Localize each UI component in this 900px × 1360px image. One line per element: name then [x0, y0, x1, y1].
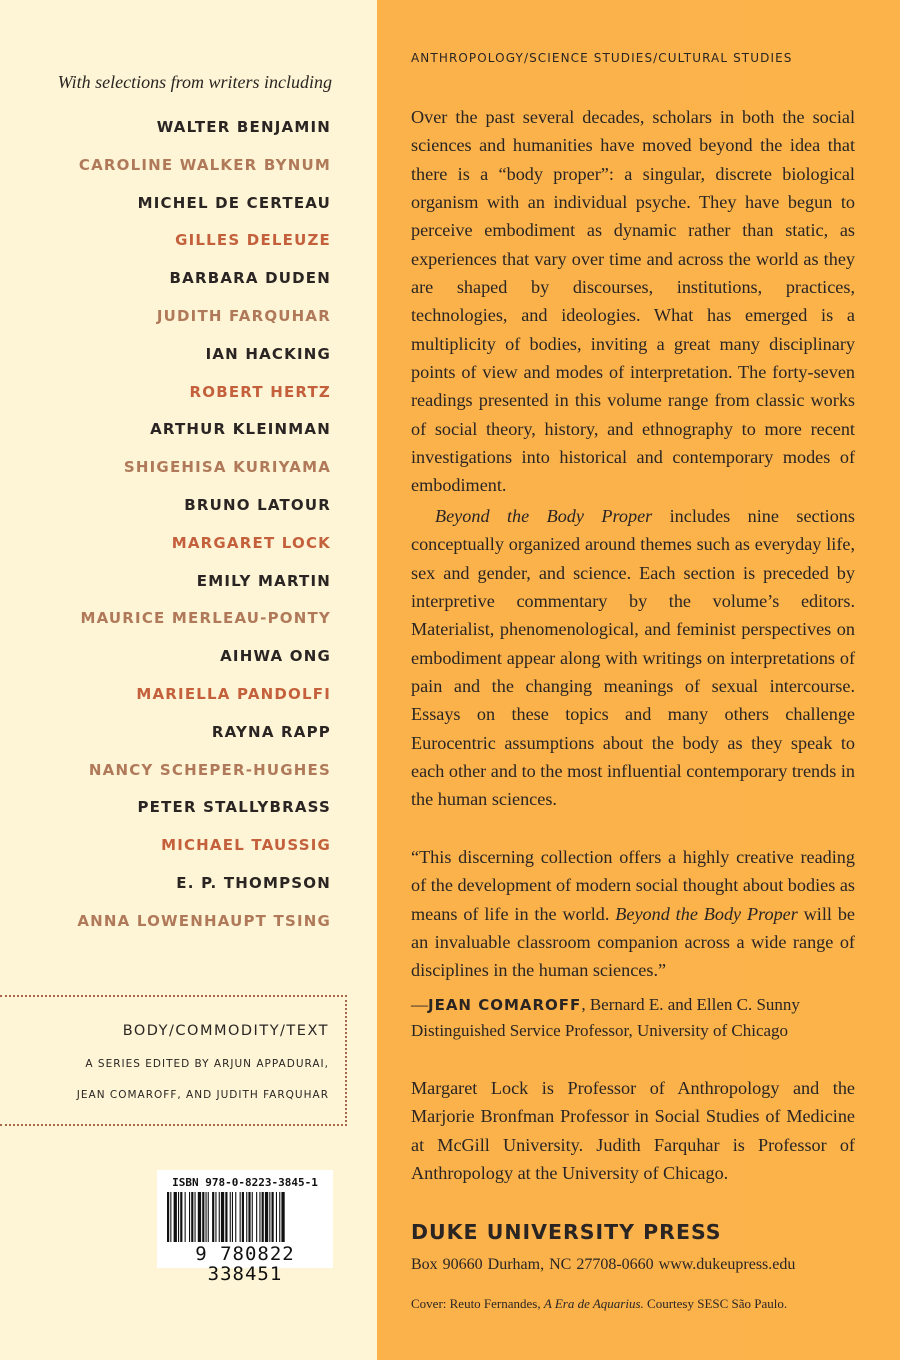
writer-name: ROBERT HERTZ — [189, 382, 331, 401]
barcode-bar — [215, 1192, 216, 1242]
isbn-label: ISBN 978-0-8223-3845-1 — [172, 1176, 318, 1189]
barcode-bar — [174, 1192, 177, 1242]
attribution-name: JEAN COMAROFF — [428, 996, 582, 1014]
barcode-bar — [248, 1192, 250, 1242]
barcode-bar — [170, 1192, 171, 1242]
barcode-bar — [221, 1192, 224, 1242]
barcode-bar — [189, 1192, 190, 1242]
cover-artwork-title: A Era de Aquarius. — [543, 1296, 644, 1311]
barcode-bar — [191, 1192, 193, 1242]
barcode-bar — [242, 1192, 244, 1242]
barcode-bar — [265, 1192, 268, 1242]
writer-name: MICHEL DE CERTEAU — [137, 193, 331, 212]
writer-name: IAN HACKING — [205, 344, 331, 363]
barcode-bar — [198, 1192, 201, 1242]
writer-name: GILLES DELEUZE — [175, 231, 331, 250]
barcode-bar — [202, 1192, 204, 1242]
barcode-bar — [235, 1192, 236, 1242]
writer-name: ANNA LOWENHAUPT TSING — [77, 911, 331, 930]
barcode-bar — [212, 1192, 214, 1242]
writer-name: MARGARET LOCK — [171, 533, 331, 552]
writer-name: MARIELLA PANDOLFI — [136, 684, 331, 703]
writer-name: BARBARA DUDEN — [169, 269, 331, 288]
barcode-digits: 9 780822 338451 — [195, 1243, 295, 1285]
description-paragraph-2 — [411, 502, 855, 814]
writer-name: RAYNA RAPP — [211, 722, 331, 741]
writer-name: BRUNO LATOUR — [184, 495, 331, 514]
writer-name: CAROLINE WALKER BYNUM — [78, 155, 331, 174]
barcode-bar — [279, 1192, 280, 1242]
series-box — [0, 995, 347, 1126]
attribution-dash: — — [411, 995, 428, 1014]
publisher-address: Box 90660 Durham, NC 27708-0660 www.dukeupress.edu — [411, 1256, 796, 1273]
barcode-bar — [219, 1192, 220, 1242]
quote-text-1: “This discerning collection offers a highly creative reading of the development of modern social thought about bodies as means of life in the world. — [411, 847, 855, 924]
series-editors-line-2: JEAN COMAROFF, AND JUDITH FARQUHAR — [76, 1089, 329, 1101]
attribution-title: , Bernard E. and Ellen C. Sunny — [581, 995, 800, 1014]
barcode-bar — [185, 1192, 186, 1242]
barcode-bars — [167, 1192, 323, 1242]
writer-name: WALTER BENJAMIN — [156, 118, 331, 136]
barcode-bar — [262, 1192, 264, 1242]
barcode-bar — [195, 1192, 196, 1242]
writer-name: PETER STALLYBRASS — [137, 798, 331, 817]
writer-name: AIHWA ONG — [220, 647, 331, 666]
series-title: BODY/COMMODITY/TEXT — [122, 1023, 329, 1039]
back-cover-left-panel — [0, 0, 377, 1360]
series-editors-line-1: A SERIES EDITED BY ARJUN APPADURAI, — [85, 1058, 329, 1070]
barcode-bar — [178, 1192, 179, 1242]
cover-credit — [411, 1296, 787, 1312]
barcode-bar — [167, 1192, 169, 1242]
barcode-bar — [180, 1192, 182, 1242]
barcode-bar — [232, 1192, 233, 1242]
quote-attribution — [411, 992, 855, 1044]
barcode-bar — [272, 1192, 274, 1242]
writers-intro: With selections from writers including — [57, 72, 332, 92]
quote-text-2: will be an invaluable classroom companion across a wide range of disciplines in the human sciences.” — [411, 903, 855, 981]
writers-list — [0, 114, 331, 946]
writer-name: MICHAEL TAUSSIG — [161, 836, 331, 855]
isbn-barcode — [157, 1170, 333, 1285]
writer-name: EMILY MARTIN — [196, 571, 331, 590]
barcode-bar — [252, 1192, 253, 1242]
barcode-bar — [246, 1192, 247, 1242]
cover-credit-suffix: Courtesy SESC São Paulo. — [643, 1296, 788, 1311]
editors-bio: Margaret Lock is Professor of Anthropology and the Marjorie Bronfman Professor in Social Studies of Medicine at McGill University. Judith Farquhar is Professor of Anthropology at the University of Chicago. — [411, 1078, 855, 1184]
barcode-bar — [281, 1192, 284, 1242]
cover-credit-prefix: Cover: Reuto Fernandes, — [411, 1296, 544, 1311]
subject-category: ANTHROPOLOGY/SCIENCE STUDIES/CULTURAL STUDIES — [411, 51, 793, 65]
attribution-title-2: Distinguished Service Professor, University of Chicago — [411, 1021, 789, 1040]
writer-name: ARTHUR KLEINMAN — [150, 420, 331, 439]
endorsement-quote — [411, 843, 855, 985]
barcode-bar — [208, 1192, 209, 1242]
writer-name: MAURICE MERLEAU-PONTY — [80, 609, 331, 628]
barcode-bar — [230, 1192, 231, 1242]
barcode-bar — [259, 1192, 260, 1242]
barcode-bar — [225, 1192, 227, 1242]
writer-name: JUDITH FARQUHAR — [156, 306, 331, 325]
barcode-bar — [206, 1192, 207, 1242]
writer-name: SHIGEHISA KURIYAMA — [123, 458, 331, 477]
writer-name: NANCY SCHEPER-HUGHES — [88, 760, 331, 779]
barcode-bar — [276, 1192, 277, 1242]
barcode-bar — [240, 1192, 241, 1242]
barcode-bar — [256, 1192, 257, 1242]
writer-name: E. P. THOMPSON — [176, 873, 331, 892]
publisher-name: DUKE UNIVERSITY PRESS — [411, 1220, 722, 1244]
book-title-italic: Beyond the Body Proper — [435, 506, 653, 526]
description-paragraph-1: Over the past several decades, scholars in both the social sciences and humanities have moved beyond the idea that there is a “body proper”: a singular, discrete biological organism with an individual psyche. They have begun to perceive embodiment as dynamic rather than static, as experiences that vary over time and across the world as they are shaped by discourses, institutions, practices, technologies, and ideologies. What has emerged is a multiplicity of bodies, inviting a great many disciplinary points of view and modes of interpretation. The forty-seven readings presented in this volume range from classic works of social theory, history, and ethnography to more recent investigations into historical and contemporary modes of embodiment. — [411, 107, 855, 496]
paragraph-2-text: includes nine sections conceptually organized around themes such as everyday life, sex and gender, and science. Each section is preceded by interpretive commentary by the volume’s editors. Materialist, phenomenological, and feminist perspectives on embodiment appear along with writings on interpretations of pain and the changing meanings of sexual intercourse. Essays on these topics and many others challenge Eurocentric assumptions about the body as they speak to each other and to the most influential contemporary trends in the human sciences. — [411, 506, 855, 810]
quote-book-title: Beyond the Body Proper — [615, 903, 798, 924]
barcode-bar — [269, 1192, 270, 1242]
